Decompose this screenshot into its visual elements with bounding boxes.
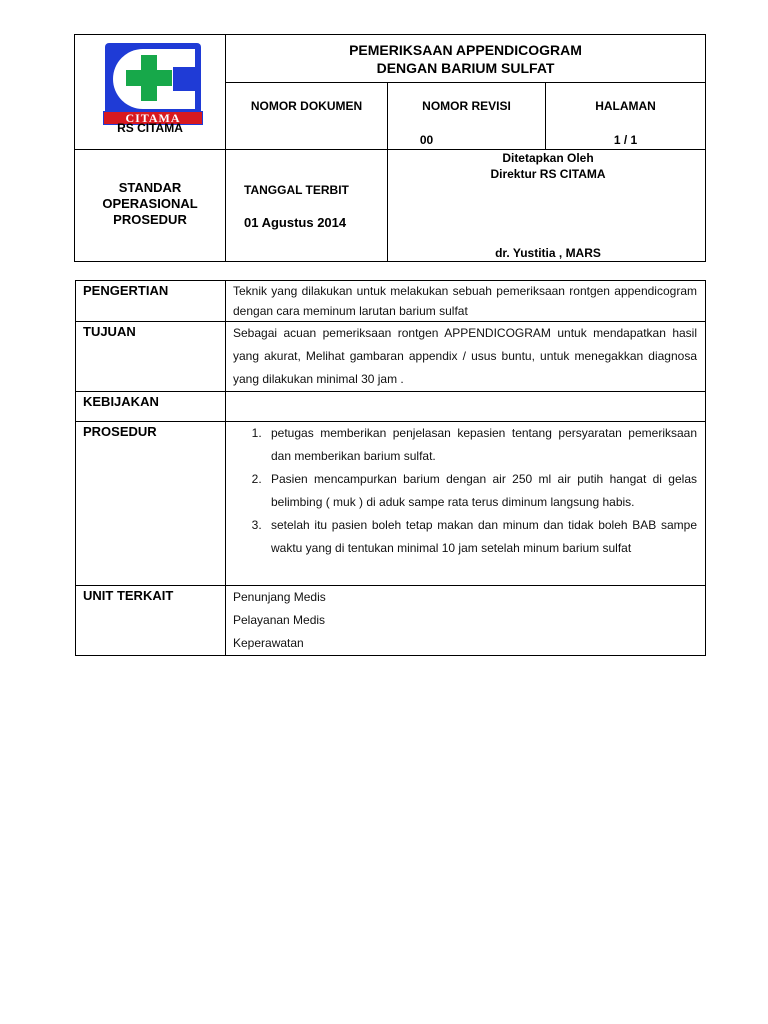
row-prosedur [76,422,706,586]
tujuan-text [226,322,706,392]
tujuan-label: TUJUAN [76,322,226,392]
title-line-2: DENGAN BARIUM SULFAT [376,60,555,76]
title-line-1: PEMERIKSAAN APPENDICOGRAM [349,42,582,58]
hospital-name: RS CITAMA [117,121,183,135]
sop-line-2: OPERASIONAL [102,196,198,211]
approved-by-line-2: Direktur RS CITAMA [490,167,606,181]
unit-terkait-list [226,586,706,656]
kebijakan-text [226,392,706,422]
prosedur-list [233,422,697,560]
approver-name: dr. Yustitia , MARS [495,246,601,260]
row-pengertian [76,281,706,322]
kebijakan-label: KEBIJAKAN [76,392,226,422]
list-item: 1. petugas memberikan penjelasan kepasien tentang persyaratan pemeriksaan dan memberikan barium sulfat. [265,422,697,468]
pengertian-paragraph: Teknik yang dilakukan untuk melakukan sebuah pemeriksaan rontgen appendicogram dengan cara meminum larutan barium sulfat [233,284,697,318]
revision-cell [388,83,546,150]
row-tujuan [76,322,706,392]
tujuan-paragraph: Sebagai acuan pemeriksaan rontgen APPENDICOGRAM untuk mendapatkan hasil yang akurat, Melihat gambaran appendix / usus buntu, untuk menegakkan diagnosa yang dilakukan minimal 30 jam . [233,326,697,386]
sop-line-1: STANDAR [118,180,182,195]
approval-cell [388,150,706,262]
approved-by [388,150,708,182]
hospital-logo-icon [103,43,203,127]
list-item: 3. setelah itu pasien boleh tetap makan dan minum dan tidak boleh BAB sampe waktu yang di tentukan minimal 10 jam setelah minum barium sulfat [265,514,697,560]
list-item: Penunjang Medis [233,590,326,604]
logo-cell [75,35,226,150]
revision-value: 00 [419,133,434,147]
doc-number-label: NOMOR DOKUMEN [250,99,363,113]
logo-brand-text: CITAMA [103,111,203,125]
pengertian-label: PENGERTIAN [76,281,226,322]
pengertian-text [226,281,706,322]
issue-date-label: TANGGAL TERBIT [244,183,349,197]
approved-by-line-1: Ditetapkan Oleh [502,151,594,165]
sop-content-table [75,280,706,656]
revision-label: NOMOR REVISI [422,99,511,113]
row-kebijakan [76,392,706,422]
page-cell [546,83,706,150]
row-unit-terkait [76,586,706,656]
sop-title [75,150,226,262]
prosedur-steps [226,422,706,586]
page-value: 1 / 1 [613,133,638,147]
doc-number-cell [226,83,388,150]
list-item: 2. Pasien mencampurkan barium dengan air 250 ml air putih hangat di gelas belimbing ( muk ) di aduk sampe rata terus diminum langsung habis. [265,468,697,514]
unit-terkait-label: UNIT TERKAIT [76,586,226,656]
document-title [226,35,706,83]
issue-date-cell [226,150,388,262]
prosedur-label: PROSEDUR [76,422,226,586]
page-label: HALAMAN [595,99,656,113]
sop-line-3: PROSEDUR [113,212,187,227]
document-header [74,34,706,262]
issue-date-value: 01 Agustus 2014 [244,215,347,230]
list-item: Keperawatan [233,636,304,650]
list-item: Pelayanan Medis [233,613,326,627]
